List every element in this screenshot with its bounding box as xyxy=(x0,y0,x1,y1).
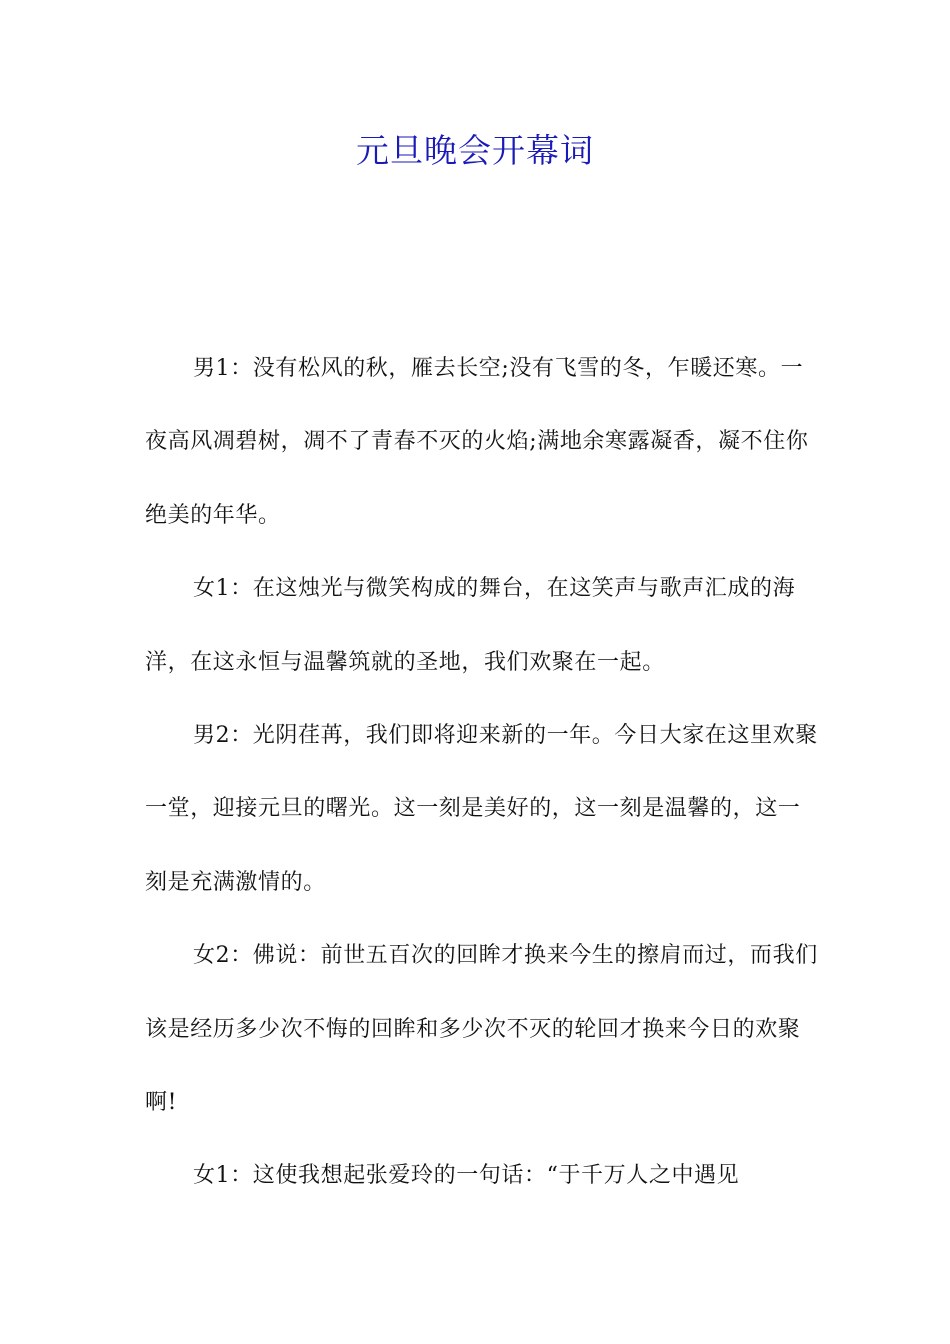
paragraph-male1-intro: 男1：没有松风的秋，雁去长空;没有飞雪的冬，乍暖还寒。一夜高风凋碧树，凋不了青春不灭的火焰;满地余寒露凝香，凝不住你绝美的年华。 xyxy=(145,356,809,528)
paragraph-male2-intro: 男2：光阴荏苒，我们即将迎来新的一年。今日大家在这里欢聚一堂，迎接元旦的曙光。这一刻是美好的，这一刻是温馨的，这一刻是充满激情的。 xyxy=(145,723,818,895)
document-body xyxy=(145,332,820,1213)
paragraph-female1-intro: 女1：在这烛光与微笑构成的舞台，在这笑声与歌声汇成的海洋，在这永恒与温馨筑就的圣地，我们欢聚在一起。 xyxy=(145,576,796,675)
document-title: 元旦晚会开幕词 xyxy=(356,131,594,170)
paragraph-female2-intro: 女2：佛说：前世五百次的回眸才换来今生的擦肩而过，而我们该是经历多少次不悔的回眸和多少次不灭的轮回才换来今日的欢聚啊! xyxy=(145,943,818,1116)
paragraph-female1-quote: 女1：这使我想起张爱玲的一句话：“于千万人之中遇见 xyxy=(193,1163,740,1189)
